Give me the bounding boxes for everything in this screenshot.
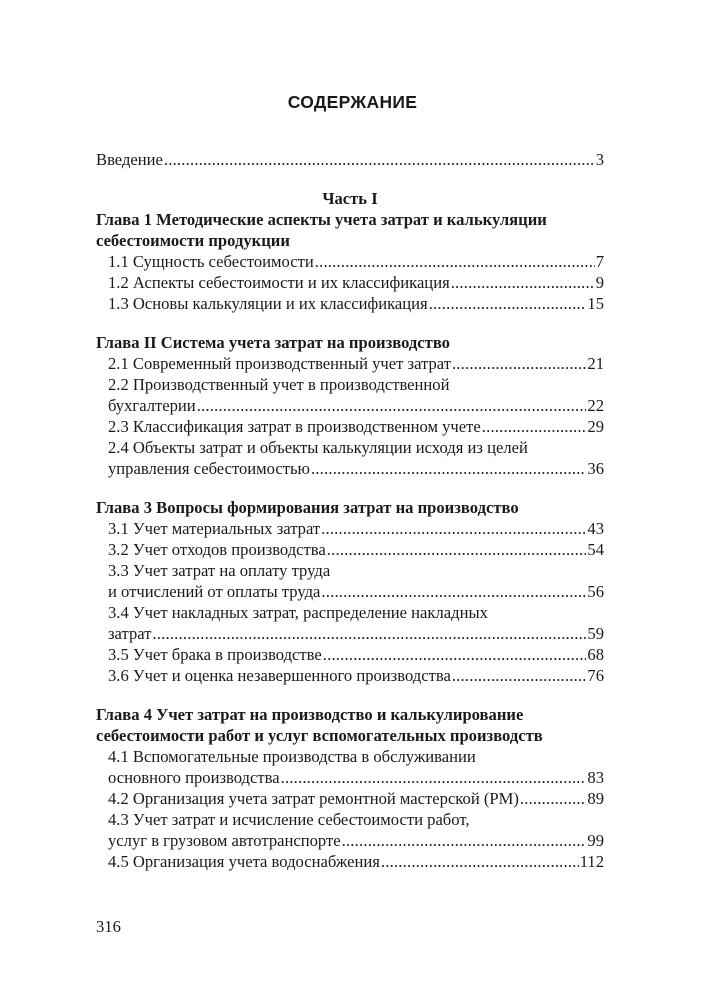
dot-leader	[452, 665, 587, 686]
toc-entry-4-2[interactable]	[96, 788, 604, 809]
toc-entry-text: 1.2 Аспекты себестоимости и их классификация	[108, 273, 450, 292]
chapter-4-heading-cont[interactable]: себестоимости работ и услуг вспомогательных производств	[96, 726, 543, 745]
toc-page-number: 15	[587, 294, 604, 313]
page-title: СОДЕРЖАНИЕ	[287, 92, 418, 112]
toc-entry-text: Введение	[96, 150, 163, 169]
chapter-3-heading[interactable]: Глава 3 Вопросы формирования затрат на производство	[96, 498, 519, 517]
toc-page-number: 83	[587, 768, 604, 787]
toc-page-number: 21	[587, 354, 604, 373]
toc-page-number: 43	[587, 519, 604, 538]
dot-leader	[342, 830, 587, 851]
toc-entry-text: 3.5 Учет брака в производстве	[108, 645, 322, 664]
dot-leader	[321, 518, 586, 539]
dot-leader	[520, 788, 587, 809]
toc-entry-1-1[interactable]	[96, 251, 604, 272]
toc-page-number: 59	[587, 624, 604, 643]
toc-entry-3-6[interactable]	[96, 665, 604, 686]
toc-entry-text: бухгалтерии	[108, 396, 196, 415]
toc-entry-4-3-line1[interactable]: 4.3 Учет затрат и исчисление себестоимости работ,	[108, 810, 470, 829]
toc-entry-2-2-line1[interactable]: 2.2 Производственный учет в производственной	[108, 375, 450, 394]
chapter-1-heading[interactable]: Глава 1 Методические аспекты учета затрат и калькуляции	[96, 210, 547, 229]
toc-entry-text: 2.1 Современный производственный учет затрат	[108, 354, 451, 373]
toc-entry-text: 4.2 Организация учета затрат ремонтной мастерской (РМ)	[108, 789, 519, 808]
toc-page-number: 22	[587, 396, 604, 415]
toc-entry-3-4[interactable]	[96, 623, 604, 644]
toc-entry-1-3[interactable]	[96, 293, 604, 314]
dot-leader	[281, 767, 587, 788]
toc-entry-text: и отчислений от оплаты труда	[108, 582, 321, 601]
toc-page-number: 54	[587, 540, 604, 559]
toc-entry-text: 3.1 Учет материальных затрат	[108, 519, 321, 538]
chapter-1-heading-cont[interactable]: себестоимости продукции	[96, 231, 290, 250]
dot-leader	[315, 251, 595, 272]
toc-entry-text: 1.1 Сущность себестоимости	[108, 252, 314, 271]
table-of-contents	[96, 149, 604, 872]
toc-entry-3-3-line1[interactable]: 3.3 Учет затрат на оплату труда	[108, 561, 331, 580]
toc-entry-text: 2.3 Классификация затрат в производственном учете	[108, 417, 481, 436]
toc-entry-text: 4.5 Организация учета водоснабжения	[108, 852, 380, 871]
toc-entry-4-1-line1[interactable]: 4.1 Вспомогательные производства в обслуживании	[108, 747, 476, 766]
toc-entry-4-5[interactable]	[96, 851, 604, 872]
toc-page-number: 7	[595, 252, 604, 271]
toc-entry-text: 1.3 Основы калькуляции и их классификация	[108, 294, 428, 313]
toc-page-number: 56	[587, 582, 604, 601]
toc-entry-2-1[interactable]	[96, 353, 604, 374]
toc-page-number: 9	[595, 273, 604, 292]
toc-page-number: 99	[587, 831, 604, 850]
toc-page-number: 3	[595, 150, 604, 169]
toc-entry-text: 3.6 Учет и оценка незавершенного производства	[108, 666, 451, 685]
toc-entry-3-4-line1[interactable]: 3.4 Учет накладных затрат, распределение накладных	[108, 603, 488, 622]
toc-entry-text: основного производства	[108, 768, 280, 787]
toc-entry-3-3[interactable]	[96, 581, 604, 602]
dot-leader	[323, 644, 587, 665]
toc-page-number: 68	[587, 645, 604, 664]
dot-leader	[311, 458, 586, 479]
part-heading: Часть I	[322, 189, 378, 208]
toc-page-number: 76	[587, 666, 604, 685]
toc-entry-3-2[interactable]	[96, 539, 604, 560]
toc-page-number: 112	[579, 852, 604, 871]
toc-entry-4-3[interactable]	[96, 830, 604, 851]
toc-page-number: 36	[587, 459, 604, 478]
dot-leader	[381, 851, 579, 872]
chapter-4-heading[interactable]: Глава 4 Учет затрат на производство и калькулирование	[96, 705, 524, 724]
toc-entry-intro[interactable]	[96, 149, 604, 170]
dot-leader	[452, 353, 586, 374]
dot-leader	[321, 581, 586, 602]
dot-leader	[327, 539, 587, 560]
toc-entry-text: услуг в грузовом автотранспорте	[108, 831, 341, 850]
toc-entry-2-4[interactable]	[96, 458, 604, 479]
toc-entry-2-2[interactable]	[96, 395, 604, 416]
dot-leader	[482, 416, 587, 437]
toc-page-number: 29	[587, 417, 604, 436]
dot-leader	[164, 149, 595, 170]
toc-entry-3-1[interactable]	[96, 518, 604, 539]
chapter-2-heading[interactable]: Глава II Система учета затрат на производство	[96, 333, 450, 352]
toc-entry-text: 3.2 Учет отходов производства	[108, 540, 326, 559]
toc-entry-2-4-line1[interactable]: 2.4 Объекты затрат и объекты калькуляции исходя из целей	[108, 438, 528, 457]
toc-entry-3-5[interactable]	[96, 644, 604, 665]
page-number: 316	[96, 917, 121, 936]
toc-entry-1-2[interactable]	[96, 272, 604, 293]
dot-leader	[451, 272, 595, 293]
dot-leader	[197, 395, 587, 416]
toc-page-number: 89	[587, 789, 604, 808]
dot-leader	[152, 623, 586, 644]
dot-leader	[429, 293, 587, 314]
toc-entry-2-3[interactable]	[96, 416, 604, 437]
toc-entry-text: затрат	[108, 624, 152, 643]
toc-entry-4-1[interactable]	[96, 767, 604, 788]
toc-entry-text: управления себестоимостью	[108, 459, 310, 478]
